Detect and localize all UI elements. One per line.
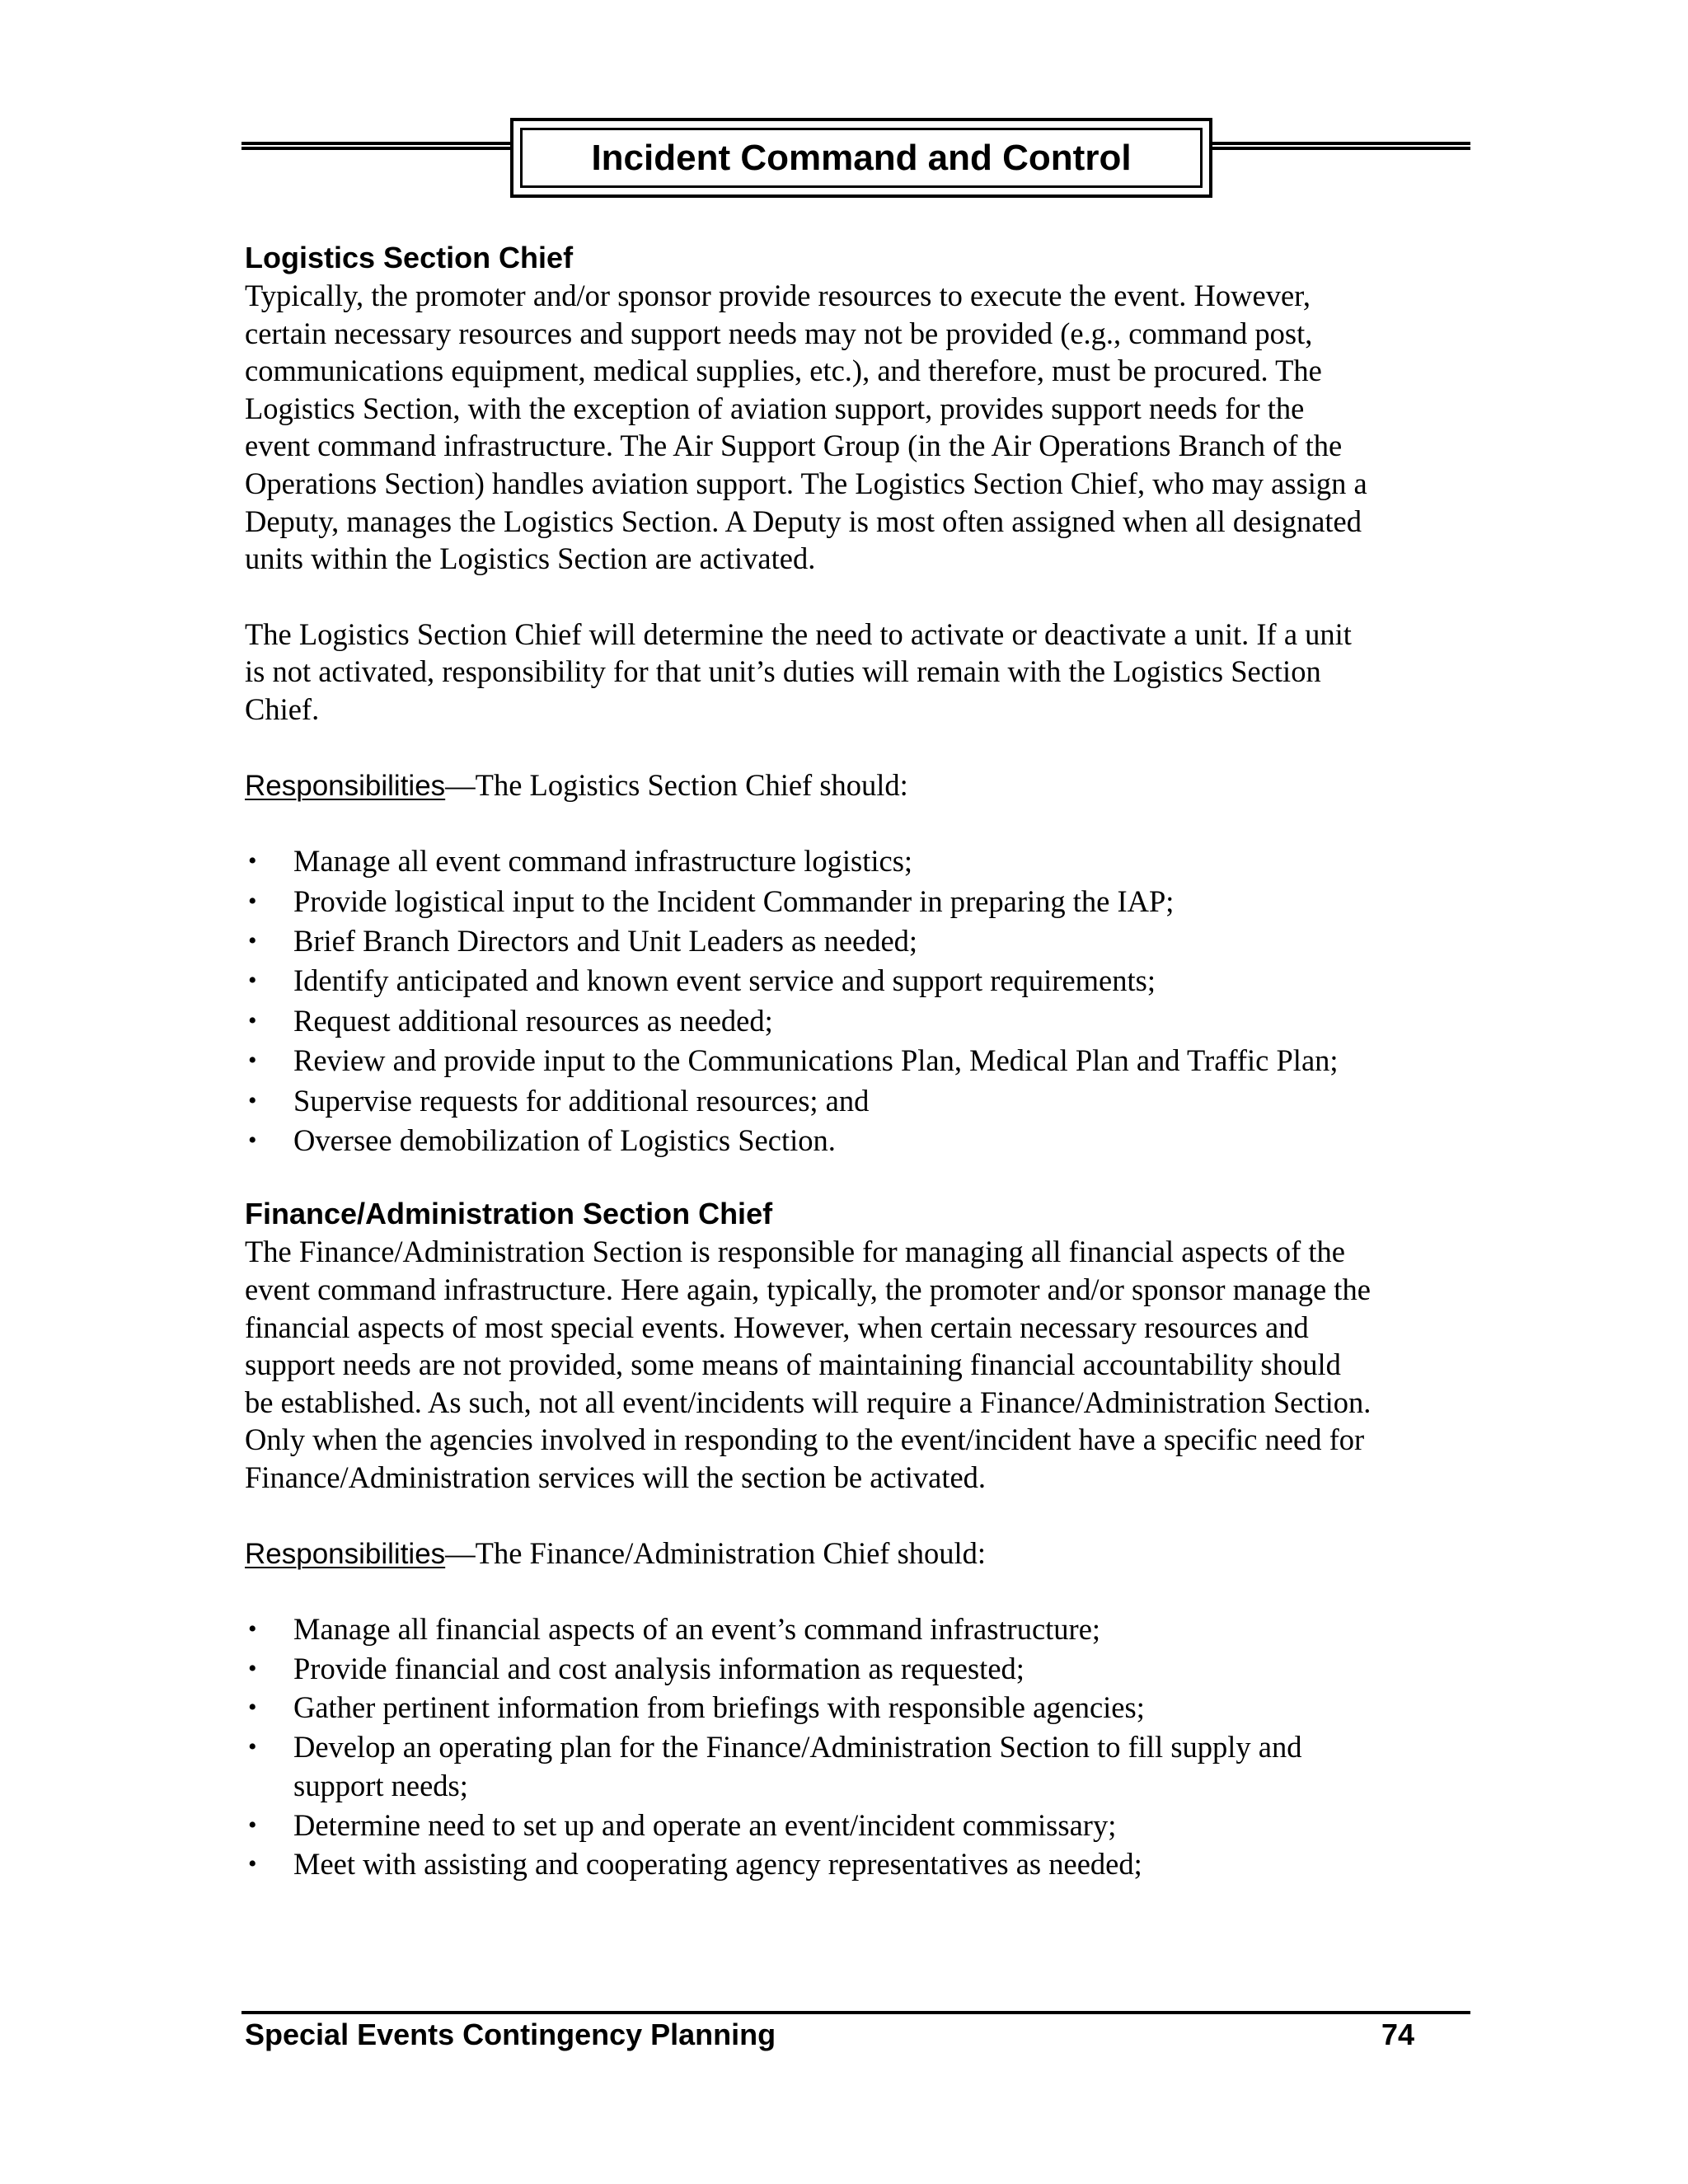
- bullet-icon: •: [248, 1006, 257, 1034]
- logistics-heading: Logistics Section Chief: [245, 241, 574, 274]
- paragraph-line: event command infrastructure. Here again, typically, the promoter and/or sponsor manage the: [245, 1272, 1371, 1306]
- paragraph-line: Operations Section) handles aviation support. The Logistics Section Chief, who may assign a: [245, 466, 1367, 500]
- paragraph-line: event command infrastructure. The Air Support Group (in the Air Operations Branch of the: [245, 429, 1343, 463]
- bullet-icon: •: [248, 926, 257, 954]
- paragraph-line: financial aspects of most special events. However, when certain necessary resources and: [245, 1310, 1309, 1344]
- title-box-inner: [520, 128, 1203, 188]
- page-title: Incident Command and Control: [591, 137, 1132, 178]
- bullet-icon: •: [248, 1732, 257, 1760]
- finance-heading: Finance/Administration Section Chief: [245, 1197, 773, 1231]
- paragraph-line: communications equipment, medical supplies, etc.), and therefore, must be procured. The: [245, 354, 1322, 388]
- paragraph-line: units within the Logistics Section are activated.: [245, 541, 816, 576]
- list-item: • Manage all financial aspects of an event’s command infrastructure;: [245, 1610, 1473, 1649]
- logistics-bullet-list: [245, 841, 1473, 1160]
- list-item: • Manage all event command infrastructure logistics;: [245, 841, 1473, 881]
- list-item: • Determine need to set up and operate an event/incident commissary;: [245, 1806, 1473, 1845]
- paragraph-line: Typically, the promoter and/or sponsor provide resources to execute the event. However,: [245, 279, 1311, 312]
- bullet-icon: •: [248, 1811, 257, 1839]
- paragraph-line: Deputy, manages the Logistics Section. A Deputy is most often assigned when all designated: [245, 504, 1362, 538]
- paragraph-line: Finance/Administration services will the section be activated.: [245, 1460, 987, 1494]
- bullet-icon: •: [248, 1086, 257, 1114]
- paragraph-line: The Logistics Section Chief will determine the need to activate or deactivate a unit. If a unit: [245, 616, 1352, 651]
- bullet-icon: •: [248, 1654, 257, 1682]
- title-box: [510, 118, 1212, 198]
- paragraph-line: Only when the agencies involved in responding to the event/incident have a specific need for: [245, 1422, 1365, 1457]
- paragraph-line: support needs are not provided, some means of maintaining financial accountability should: [245, 1347, 1341, 1382]
- footer-title: Special Events Contingency Planning: [245, 2018, 776, 2051]
- bullet-icon: •: [248, 1126, 257, 1154]
- bullet-icon: •: [248, 1047, 257, 1075]
- list-item: • Review and provide input to the Communications Plan, Medical Plan and Traffic Plan;: [245, 1041, 1473, 1080]
- list-item: • Meet with assisting and cooperating agency representatives as needed;: [245, 1844, 1473, 1884]
- bullet-icon: •: [248, 887, 257, 915]
- list-item: • Provide financial and cost analysis information as requested;: [245, 1649, 1473, 1689]
- logistics-paragraph-2: [245, 616, 1473, 729]
- paragraph-line: Logistics Section, with the exception of aviation support, provides support needs for the: [245, 391, 1305, 425]
- bullet-icon: •: [248, 1694, 257, 1722]
- bullet-icon: •: [248, 1850, 257, 1878]
- list-item: • Supervise requests for additional resources; and: [245, 1081, 1473, 1121]
- footer-rule: [241, 2011, 1470, 2014]
- list-item: • Request additional resources as needed;: [245, 1001, 1473, 1041]
- paragraph-line: Chief.: [245, 691, 320, 726]
- finance-bullet-list: [245, 1610, 1473, 1884]
- responsibilities-label: Responsibilities: [245, 769, 446, 802]
- responsibilities-intro-text: —The Logistics Section Chief should:: [445, 767, 908, 802]
- bullet-icon: •: [248, 967, 257, 995]
- list-item: • Provide logistical input to the Incident Commander in preparing the IAP;: [245, 882, 1473, 921]
- page-number: 74: [1381, 2018, 1415, 2051]
- header-rule-right: [1212, 142, 1470, 150]
- responsibilities-label: Responsibilities: [245, 1537, 446, 1570]
- main-content: [245, 239, 1473, 1884]
- finance-responsibilities-intro: [245, 1535, 1473, 1573]
- bullet-icon: •: [248, 1615, 257, 1643]
- finance-paragraph: [245, 1233, 1473, 1496]
- logistics-paragraph-1: [245, 277, 1473, 578]
- paragraph-line: be established. As such, not all event/incidents will require a Finance/Administration Section.: [245, 1385, 1372, 1419]
- responsibilities-intro-text: —The Finance/Administration Chief should:: [445, 1535, 987, 1570]
- header-rule-left: [241, 142, 510, 150]
- list-item: • Gather pertinent information from briefings with responsible agencies;: [245, 1688, 1473, 1727]
- list-item: • Develop an operating plan for the Finance/Administration Section to fill supply and support needs;: [245, 1727, 1473, 1806]
- list-item: • Identify anticipated and known event service and support requirements;: [245, 961, 1473, 1001]
- paragraph-line: The Finance/Administration Section is responsible for managing all financial aspects of the: [245, 1235, 1345, 1269]
- bullet-icon: •: [248, 847, 257, 875]
- list-item: • Brief Branch Directors and Unit Leaders as needed;: [245, 921, 1473, 961]
- logistics-responsibilities-intro: [245, 766, 1473, 805]
- paragraph-line: certain necessary resources and support needs may not be provided (e.g., command post,: [245, 316, 1313, 350]
- list-item: • Oversee demobilization of Logistics Section.: [245, 1121, 1473, 1160]
- paragraph-line: is not activated, responsibility for that unit’s duties will remain with the Logistics Section: [245, 654, 1321, 689]
